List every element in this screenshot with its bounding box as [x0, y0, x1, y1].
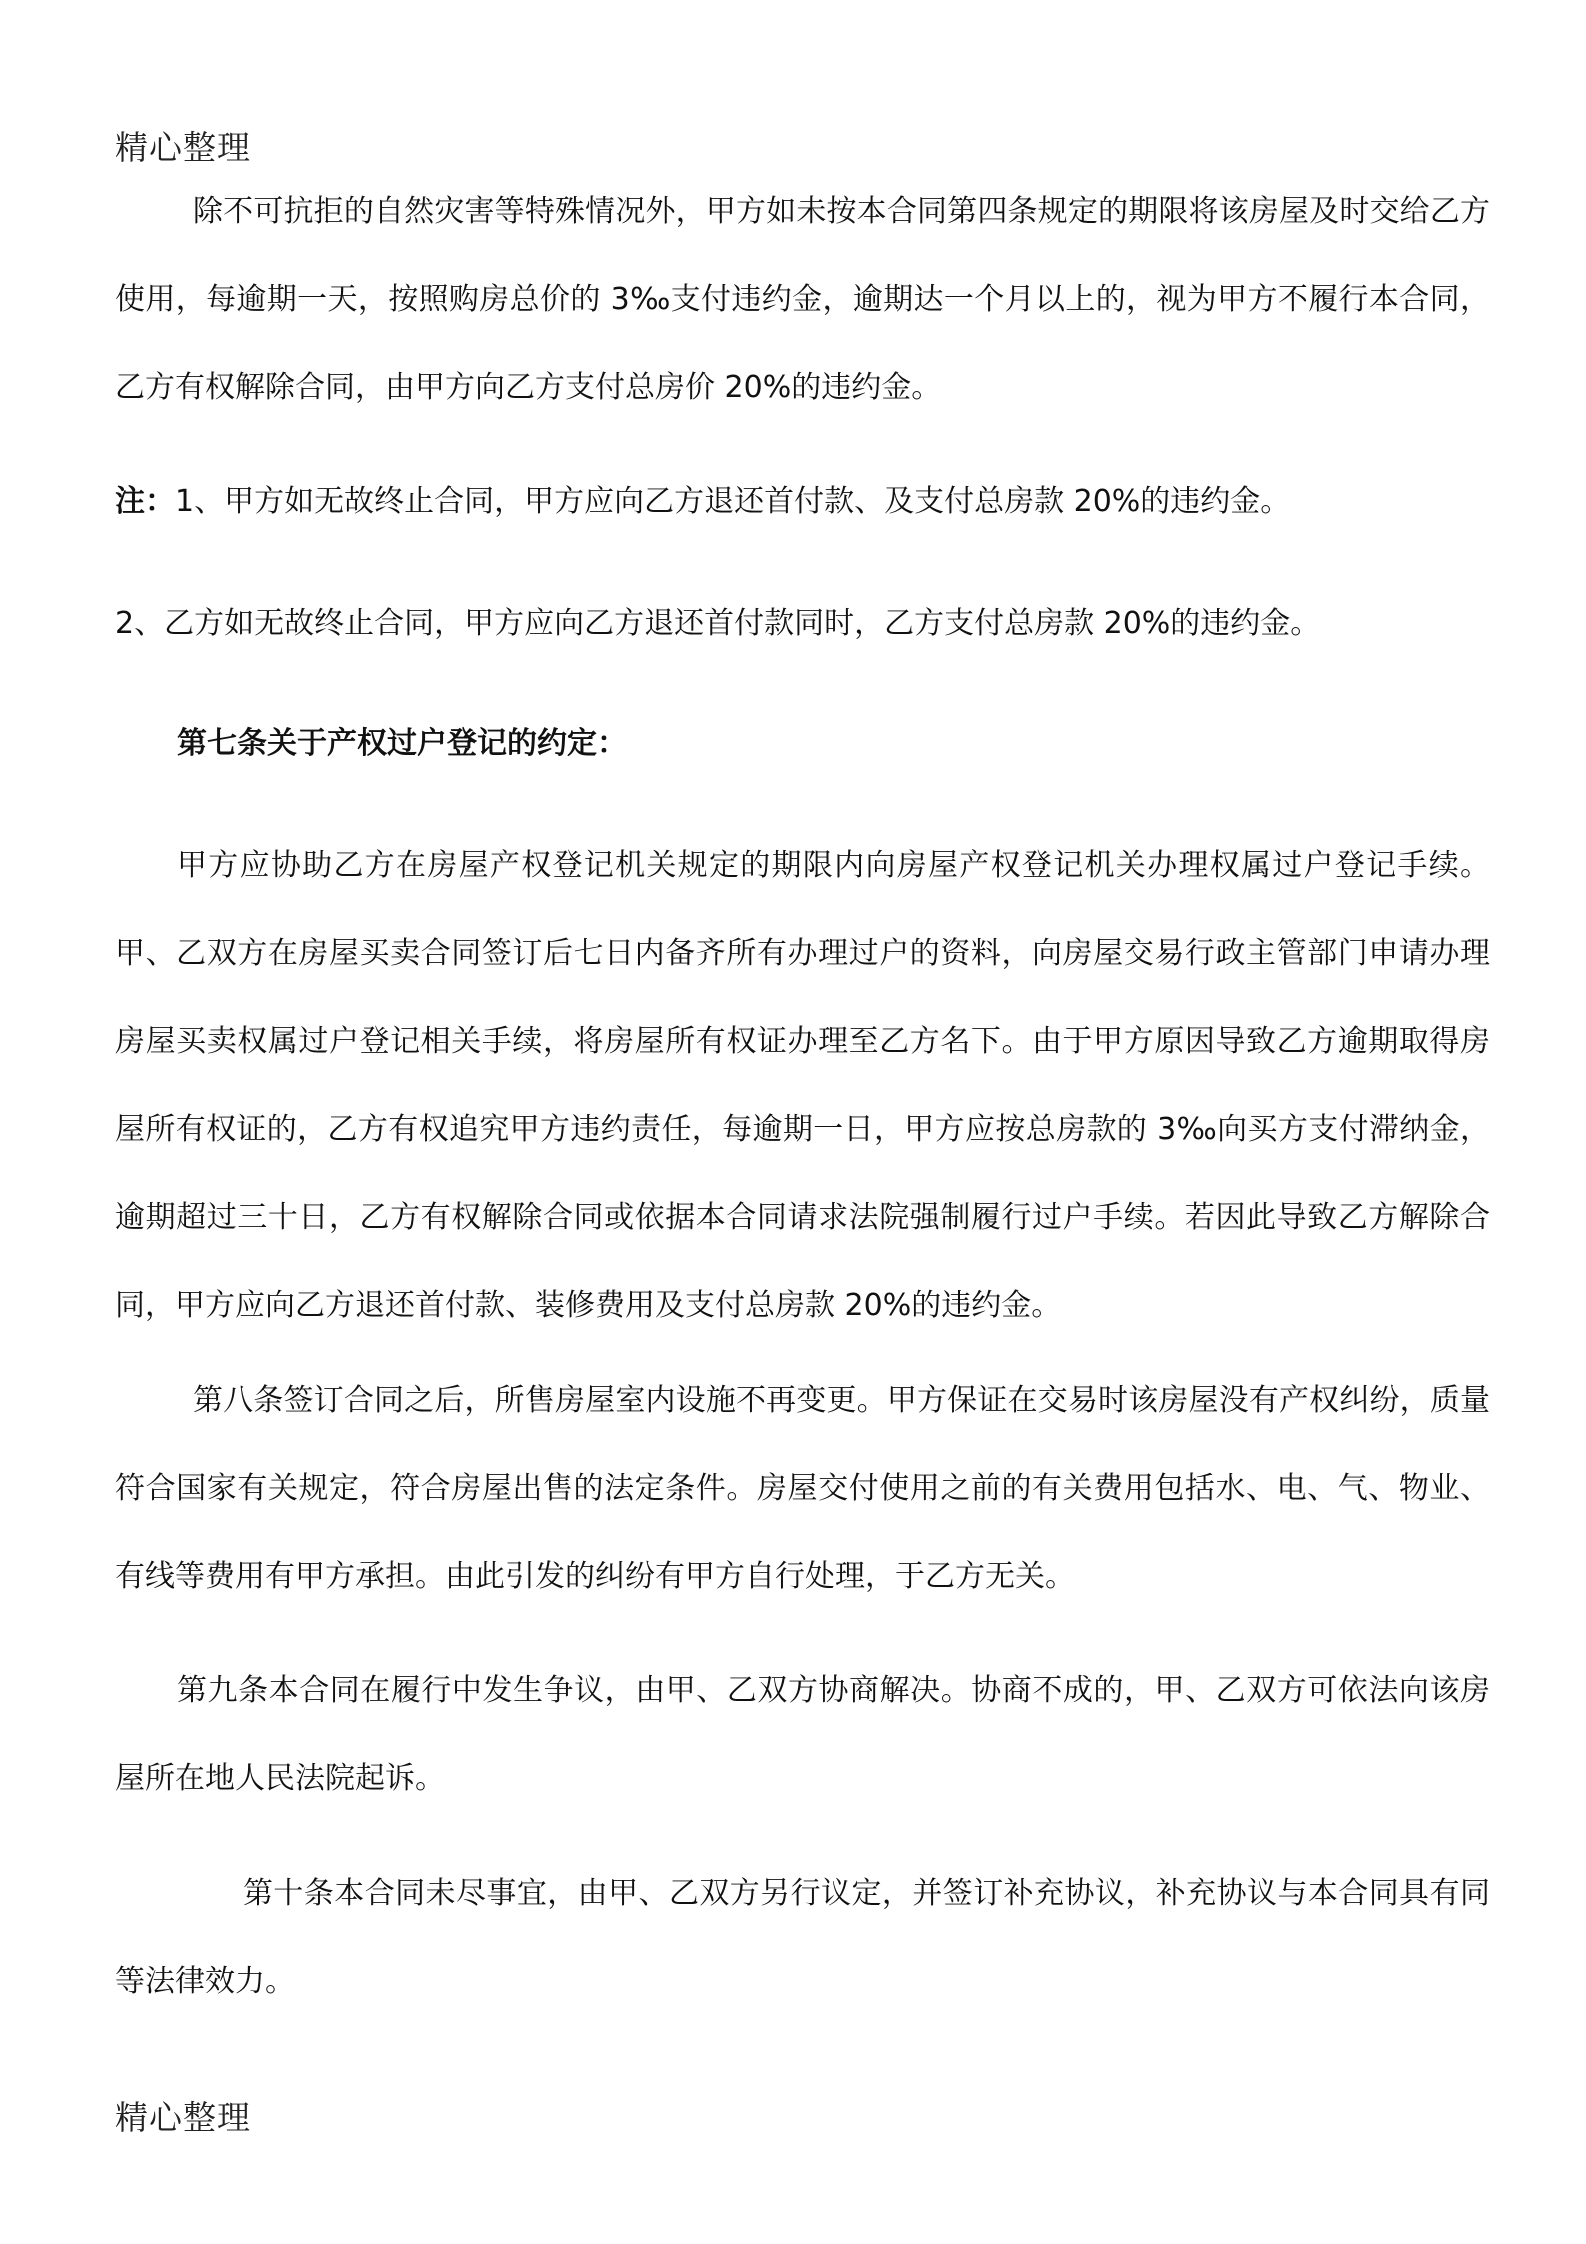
page-footer: 精心整理 [115, 2098, 251, 2137]
article-9: 第九条本合同在履行中发生争议，由甲、乙双方协商解决。协商不成的，甲、乙双方可依法向该房屋所在地人民法院起诉。 [115, 1673, 1490, 1796]
note-item-2: 2、乙方如无故终止合同，甲方应向乙方退还首付款同时，乙方支付总房款 20%的违约金。 [115, 606, 1321, 641]
clause-delivery-penalty: 除不可抗拒的自然灾害等特殊情况外，甲方如未按本合同第四条规定的期限将该房屋及时交给乙方使用，每逾期一天，按照购房总价的 3‰支付违约金，逾期达一个月以上的，视为甲方不履行本合同，乙方有权解除合同，由甲方向乙方支付总房价 20%的违约金。 [115, 194, 1490, 405]
note-item-1-text: 1、甲方如无故终止合同，甲方应向乙方退还首付款、及支付总房款 20%的违约金。 [175, 484, 1291, 519]
article-7-body: 甲方应协助乙方在房屋产权登记机关规定的期限内向房屋产权登记机关办理权属过户登记手续。甲、乙双方在房屋买卖合同签订后七日内备齐所有办理过户的资料，向房屋交易行政主管部门申请办理房屋买卖权属过户登记相关手续，将房屋所有权证办理至乙方名下。由于甲方原因导致乙方逾期取得房屋所有权证的，乙方有权追究甲方违约责任，每逾期一日，甲方应按总房款的 3‰向买方支付滞纳金，逾期超过三十日，乙方有权解除合同或依据本合同请求法院强制履行过户手续。若因此导致乙方解除合同，甲方应向乙方退还首付款、装修费用及支付总房款 20%的违约金。 [115, 848, 1490, 1323]
article-8: 第八条签订合同之后，所售房屋室内设施不再变更。甲方保证在交易时该房屋没有产权纠纷，质量符合国家有关规定，符合房屋出售的法定条件。房屋交付使用之前的有关费用包括水、电、气、物业、有线等费用有甲方承担。由此引发的纠纷有甲方自行处理，于乙方无关。 [115, 1383, 1490, 1594]
page-header: 精心整理 [115, 128, 251, 167]
note-item-1 [115, 458, 1490, 546]
note-label: 注： [115, 484, 175, 519]
article-7-heading: 第七条关于产权过户登记的约定： [177, 726, 627, 761]
article-10: 第十条本合同未尽事宜，由甲、乙双方另行议定，并签订补充协议，补充协议与本合同具有同等法律效力。 [115, 1876, 1490, 1999]
